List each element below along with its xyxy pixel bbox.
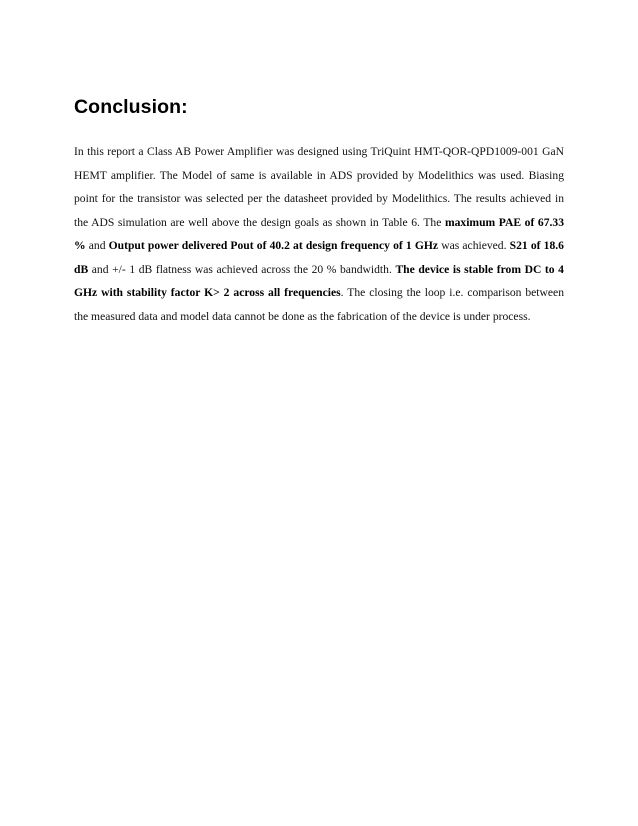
text-run: In this report a Class AB Power Amplifier was designed using TriQuint HMT-QOR-QPD1009-001 GaN HEMT amplifier. The Model of same is available in ADS provided by Modelithics was used. Biasing point for the transistor was selected per the datasheet provided by Modelithics. The results achieved in the ADS simulation are well above the design goals as shown in Table 6. The	[74, 145, 564, 229]
text-run: and	[85, 239, 109, 252]
bold-text-run: maximum PAE of 67.33 %	[74, 215, 564, 252]
section-heading: Conclusion:	[74, 96, 188, 118]
bold-text-run: S21 of 18.6 dB	[74, 239, 564, 276]
bold-text-run: The device is stable from DC to 4 GHz with stability factor K> 2 across all frequencies	[74, 262, 564, 299]
conclusion-paragraph	[74, 140, 564, 328]
text-run: and +/- 1 dB flatness was achieved across the 20 % bandwidth.	[88, 262, 396, 276]
bold-text-run: Output power delivered Pout of 40.2 at design frequency of 1 GHz	[108, 239, 439, 252]
text-run: was achieved.	[438, 239, 510, 252]
text-run: . The closing the loop i.e. comparison between the measured data and model data cannot be done as the fabrication of the device is under process.	[74, 286, 564, 323]
